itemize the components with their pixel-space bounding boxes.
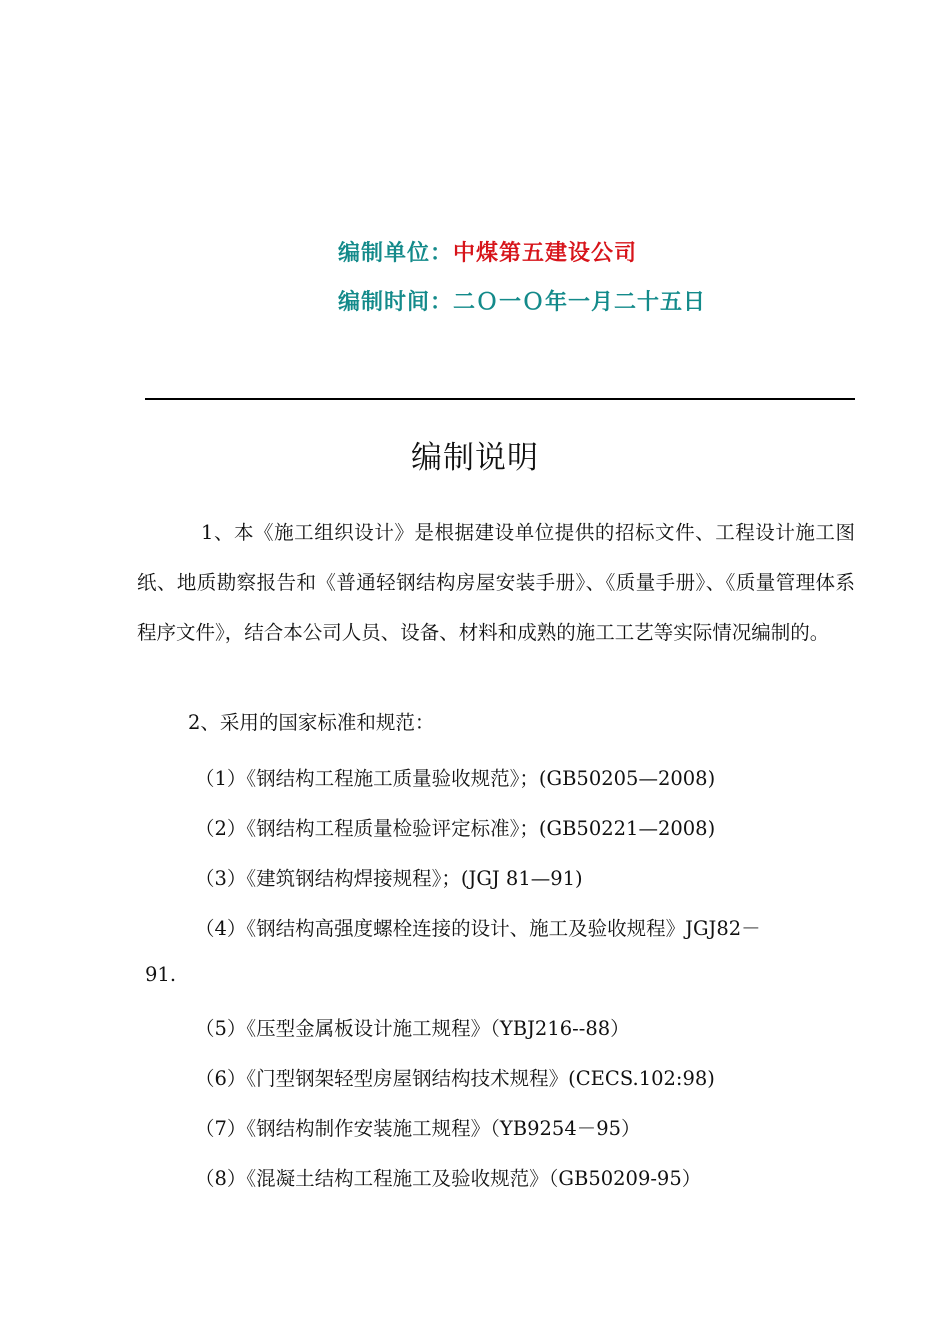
cover-unit-value: 中煤第五建设公司 (453, 241, 638, 266)
standard-item-3: （3）《建筑钢结构焊接规程》；(JGJ 81—91) (195, 867, 583, 890)
paragraph-2: 2、采用的国家标准和规范： (188, 711, 435, 734)
standard-item-8: （8）《混凝土结构工程施工及验收规范》（GB50209-95） (195, 1167, 702, 1190)
cover-unit-line (338, 236, 637, 267)
standard-item-2: （2）《钢结构工程质量检验评定标准》；(GB50221—2008) (195, 817, 716, 840)
document-title: 编制说明 (411, 440, 539, 476)
cover-time-value: 二Ｏ一Ｏ年一月二十五日 (453, 290, 707, 315)
paragraph-1: 1、本《施工组织设计》是根据建设单位提供的招标文件、工程设计施工图纸、地质勘察报告和《普通轻钢结构房屋安装手册》、《质量手册》、《质量管理体系程序文件》，结合本公司人员、设备、材料和成熟的施工工艺等实际情况编制的。 (137, 521, 855, 644)
standard-item-4: （4）《钢结构高强度螺栓连接的设计、施工及验收规程》JGJ82－ (195, 917, 761, 940)
standard-item-5: （5）《压型金属板设计施工规程》（YBJ216--88） (195, 1017, 630, 1040)
horizontal-rule (145, 398, 855, 400)
cover-time-label: 编制时间： (338, 290, 454, 315)
standard-item-4-continuation: 91. (145, 963, 177, 986)
cover-unit-label: 编制单位： (338, 241, 454, 266)
cover-time-line (338, 285, 706, 316)
standard-item-1: （1）《钢结构工程施工质量验收规范》；(GB50205—2008) (195, 767, 716, 790)
standard-item-7: （7）《钢结构制作安装施工规程》（YB9254－95） (195, 1117, 641, 1140)
standard-item-6: （6）《门型钢架轻型房屋钢结构技术规程》(CECS.102:98) (195, 1067, 715, 1090)
